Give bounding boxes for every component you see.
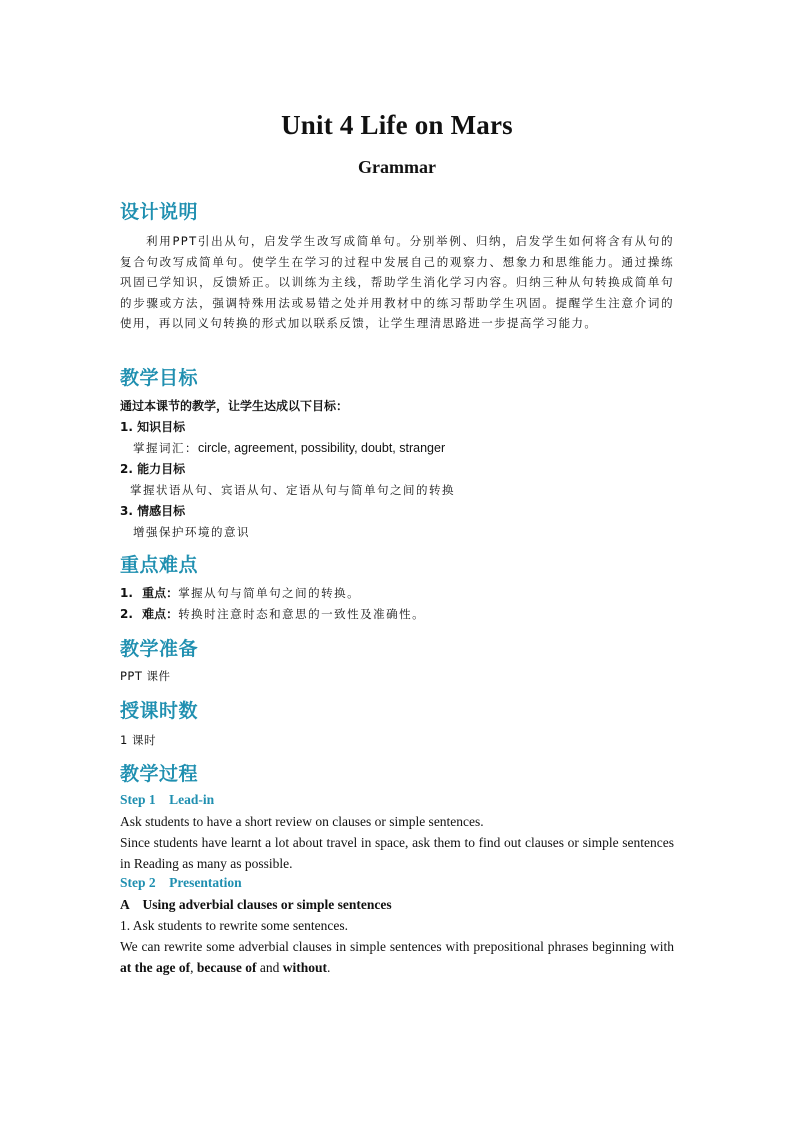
goal-ability-title: 2. 能力目标 xyxy=(120,462,186,476)
difficulty-body: 转换时注意时态和意思的一致性及准确性。 xyxy=(178,607,426,621)
page-subtitle: Grammar xyxy=(358,157,436,177)
step1-paragraph-2: Since students have learnt a lot about travel in space, ask them to find out clauses or simple sentences in Reading as many as possible. xyxy=(120,835,674,871)
goal-knowledge-words: circle, agreement, possibility, doubt, stranger xyxy=(198,441,446,455)
keypoint-number: 1. xyxy=(120,586,133,600)
keypoint-body: 掌握从句与简单句之间的转换。 xyxy=(178,586,361,600)
page-title: Unit 4 Life on Mars xyxy=(281,110,513,140)
phrase-at-the-age-of: at the age of xyxy=(120,959,191,975)
goal-emotion-body: 增强保护环境的意识 xyxy=(133,525,250,539)
section-heading-design: 设计说明 xyxy=(120,201,199,223)
difficulty-item xyxy=(120,604,674,625)
section-a-item-2-text: We can rewrite some adverbial clauses in simple sentences with prepositional phrases beginning with xyxy=(120,939,674,954)
hours-body: 1 课时 xyxy=(120,733,156,747)
goal-knowledge-body xyxy=(133,438,687,459)
design-description: 利用PPT引出从句，启发学生改写成简单句。分别举例、归纳，启发学生如何将含有从句的复合句改写成简单句。使学生在学习的过程中发展自己的观察力、想象力和思维能力。通过操练巩固已学知识，反馈矫正。以训练为主线，帮助学生消化学习内容。归纳三种从句转换成简单句的步骤或方法，强调特殊用法或易错之处并用教材中的练习帮助学生巩固。提醒学生注意介词的使用，再以同义句转换的形式加以联系反馈，让学生理清思路进一步提高学习能力。 xyxy=(120,234,674,331)
keypoint-item xyxy=(120,583,674,604)
sentence-end: . xyxy=(327,959,331,975)
difficulty-number: 2. xyxy=(120,607,133,621)
goal-knowledge-label: 掌握词汇： xyxy=(133,441,198,455)
section-heading-keypoints: 重点难点 xyxy=(120,554,199,576)
step1-paragraph-1: Ask students to have a short review on clauses or simple sentences. xyxy=(120,814,484,829)
keypoint-label: 重点： xyxy=(142,586,179,600)
step1-heading: Step 1 Lead-in xyxy=(120,792,215,807)
section-heading-hours: 授课时数 xyxy=(120,700,199,722)
section-a-item-2 xyxy=(120,937,674,978)
preparation-body: PPT 课件 xyxy=(120,669,171,683)
section-heading-objectives: 教学目标 xyxy=(120,367,199,389)
separator: , xyxy=(190,959,197,975)
separator: and xyxy=(256,959,283,975)
phrase-because-of: because of xyxy=(196,959,257,975)
goal-emotion-title: 3. 情感目标 xyxy=(120,504,186,518)
objectives-lead: 通过本课节的教学，让学生达成以下目标： xyxy=(120,399,349,413)
difficulty-label: 难点： xyxy=(142,607,179,621)
phrase-without: without xyxy=(282,959,327,975)
section-a-title: A Using adverbial clauses or simple sentences xyxy=(120,897,392,912)
goal-ability-body: 掌握状语从句、宾语从句、定语从句与简单句之间的转换 xyxy=(130,483,455,497)
goal-knowledge-title: 1. 知识目标 xyxy=(120,420,186,434)
step2-heading: Step 2 Presentation xyxy=(120,875,242,890)
section-heading-preparation: 教学准备 xyxy=(120,638,199,660)
section-a-item-1: 1. Ask students to rewrite some sentences. xyxy=(120,918,348,933)
section-heading-process: 教学过程 xyxy=(120,763,199,785)
